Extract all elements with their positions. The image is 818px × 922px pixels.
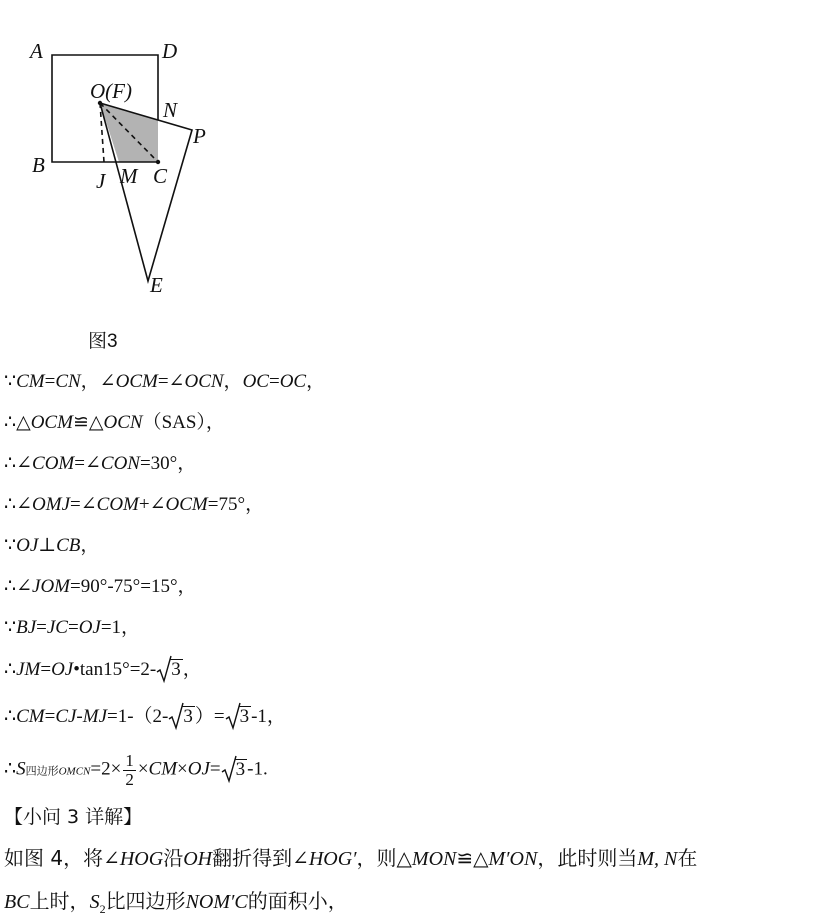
- paragraph-line-2: [4, 889, 348, 916]
- op: =∠: [74, 453, 101, 474]
- label-a: A: [30, 39, 43, 63]
- op: =75°，: [207, 494, 265, 515]
- op: =: [209, 758, 221, 780]
- proof-line-1: [4, 371, 325, 394]
- op: =: [268, 371, 280, 392]
- term: OCN: [103, 412, 143, 433]
- radicand: 3: [235, 758, 246, 780]
- therefore-symbol: ∴∠: [4, 453, 33, 474]
- proof-line-5: [4, 535, 99, 558]
- term: CON: [100, 453, 140, 474]
- op: ×: [177, 758, 188, 780]
- op: +∠: [138, 494, 166, 515]
- radicand: 3: [239, 706, 250, 727]
- geometry-figure: [0, 0, 300, 320]
- paragraph-line-1: [4, 846, 697, 871]
- op: -1.: [247, 758, 268, 780]
- term: CM: [16, 371, 45, 392]
- term: OC: [279, 371, 307, 392]
- radicand: 3: [171, 659, 181, 680]
- label-p: P: [193, 124, 206, 148]
- term: OJ: [78, 617, 101, 638]
- op: ，: [223, 371, 243, 392]
- therefore-symbol: ∴: [4, 706, 17, 727]
- op: =: [44, 706, 56, 727]
- term: MJ: [82, 706, 108, 727]
- text: ，此时则当: [537, 846, 638, 870]
- proof-line-2: [4, 412, 225, 435]
- op: =: [36, 617, 47, 638]
- radical-sign-icon: [225, 702, 241, 732]
- proof-line-10: [4, 752, 268, 789]
- term: OJ: [16, 535, 39, 556]
- proof-line-6: [4, 576, 197, 599]
- term: COM: [32, 453, 75, 474]
- op: =1-（2-: [107, 706, 169, 727]
- term: CM: [16, 706, 45, 727]
- proof-line-7: [4, 617, 140, 640]
- radical-sign-icon: [168, 702, 184, 732]
- term: OCN: [184, 371, 224, 392]
- op: =2×: [90, 758, 122, 780]
- term: OMJ: [32, 494, 70, 515]
- section-title: 【小问 3 详解】: [4, 806, 143, 828]
- term: COM: [96, 494, 139, 515]
- proof-line-8: [4, 659, 202, 682]
- numerator: 1: [125, 751, 134, 770]
- label-n: N: [163, 98, 178, 122]
- term: CB: [56, 535, 81, 556]
- op: =30°，: [139, 453, 197, 474]
- math: ∠HOG: [103, 848, 164, 870]
- area-symbol: S: [16, 758, 26, 780]
- term: CJ: [55, 706, 77, 727]
- math: △MON: [396, 848, 457, 870]
- op: =: [67, 617, 79, 638]
- op: ，: [306, 371, 326, 392]
- term: OCM: [115, 371, 158, 392]
- text: 的面积小，: [247, 889, 348, 913]
- op: ，: [182, 659, 202, 680]
- term: CM: [148, 758, 178, 780]
- math: OH: [183, 848, 213, 870]
- op: =1，: [100, 617, 141, 638]
- radical-sign-icon: [221, 755, 237, 785]
- term: JM: [16, 659, 41, 680]
- op: =∠: [70, 494, 97, 515]
- math: △M′ON: [473, 848, 538, 870]
- therefore-symbol: ∴: [4, 758, 17, 780]
- math: BC: [4, 891, 30, 913]
- label-o: O(F): [90, 79, 132, 103]
- therefore-symbol: ∴∠: [4, 494, 33, 515]
- subscript: 2: [99, 902, 106, 916]
- because-symbol: ∵: [4, 617, 17, 638]
- op: ×: [137, 758, 149, 780]
- fraction: [123, 752, 136, 789]
- math: NOM′C: [185, 891, 248, 913]
- op: -1，: [251, 706, 286, 727]
- radicand: 3: [183, 706, 193, 727]
- term: BJ: [16, 617, 37, 638]
- op: ）=: [194, 706, 225, 727]
- text: 上时，: [29, 889, 90, 913]
- label-c: C: [153, 164, 168, 188]
- math: M, N: [637, 848, 678, 870]
- label-d: D: [162, 39, 178, 63]
- text: 翻折得到: [212, 846, 293, 870]
- text: 比四边形: [105, 889, 186, 913]
- term: OJ: [51, 659, 74, 680]
- term: JC: [46, 617, 68, 638]
- radical-sign-icon: [156, 655, 172, 685]
- sqrt: [221, 759, 248, 782]
- term: OCM: [165, 494, 208, 515]
- subscript-quadrilateral: 四边形: [25, 765, 59, 778]
- sqrt: [168, 706, 195, 729]
- therefore-symbol: ∴: [4, 659, 17, 680]
- sqrt: [156, 659, 183, 682]
- term: JOM: [32, 576, 70, 597]
- op: ≌△: [72, 412, 104, 433]
- text: 沿: [163, 846, 184, 870]
- label-b: B: [32, 153, 45, 177]
- label-m: M: [120, 164, 138, 188]
- text: 如图 4，将: [4, 846, 104, 870]
- op: （SAS），: [142, 412, 225, 433]
- text: ，则: [356, 846, 397, 870]
- term: OC: [242, 371, 269, 392]
- congruent-symbol: ≌: [456, 848, 474, 870]
- term: OJ: [187, 758, 210, 780]
- proof-line-9: [4, 706, 286, 729]
- label-j: J: [96, 169, 106, 193]
- proof-line-3: [4, 453, 196, 476]
- op: =∠: [157, 371, 185, 392]
- op: -: [76, 706, 83, 727]
- therefore-symbol: ∴∠: [4, 576, 33, 597]
- term: OCM: [30, 412, 73, 433]
- op: ，∠: [80, 371, 116, 392]
- proof-line-4: [4, 494, 264, 517]
- figure-caption: 图3: [88, 331, 118, 352]
- because-symbol: ∵: [4, 535, 17, 556]
- math: ∠HOG′: [292, 848, 357, 870]
- op: ，: [80, 535, 100, 556]
- subscript-omcn: OMCN: [58, 765, 91, 778]
- op: =: [44, 371, 56, 392]
- term: CN: [55, 371, 81, 392]
- sqrt: [225, 706, 252, 729]
- op: •tan15°=2-: [73, 659, 157, 680]
- denominator: 2: [125, 769, 134, 789]
- because-symbol: ∵: [4, 371, 17, 392]
- label-e: E: [150, 273, 163, 297]
- op: ⊥: [38, 535, 57, 556]
- math: S: [89, 891, 100, 913]
- therefore-symbol: ∴△: [4, 412, 31, 433]
- op: =: [40, 659, 52, 680]
- op: =90°-75°=15°，: [70, 576, 197, 597]
- text: 在: [677, 846, 698, 870]
